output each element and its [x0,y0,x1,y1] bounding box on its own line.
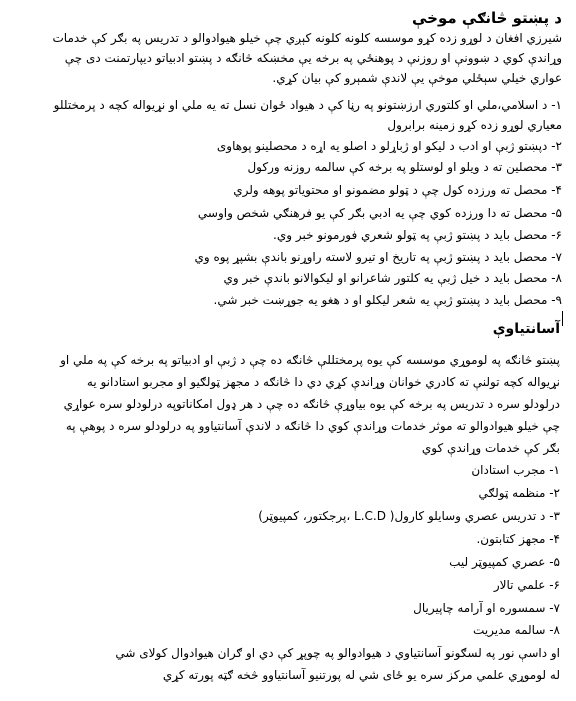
facility-item: ۴- مجهز کتابتون. [476,532,560,546]
facilities-intro-line: پښتو څانګه په لوموړي موسسه کې یوه پرمختللې څانګه ده چې د ژبې او ادبیاتو په برخه کې په ملي او [60,353,560,367]
page-title: د پښتو څانګې موخې [412,9,562,27]
goal-item: ۲- دپښتو ژبې او ادب د لیکو او ژباړلو د اصلو یه اړه د محصلینو پوهاوی [216,139,562,153]
facilities-intro-line: چې خیلو هیوادوالو ته موثر خدمات وړاندې کوي دا څانګه د لاندې آسانتیاوو په درلودلو سره د پوهې په [65,419,560,433]
facilities-intro-line: درلودلو سره د تدریس په برخه کې یوه بیاوړې څانګه ده چې د هر ډول امکاناتوپه درلودلو سره عواړي [63,397,560,411]
goal-item: ۷- محصل باید د پښتو ژبې په تاریخ او تیرو لاسته راوړنو باندې بشپړ پوه وي [194,250,562,264]
goal-item: ۳- محصلین ته د ویلو او لوستلو په برخه کې سالمه روزنه ورکول [247,160,562,174]
closing-line: له لوموړي علمي مرکز سره یو ځای شي له پورتنیو آسانتیاوو څخه ګټه پورته کړي [162,668,560,682]
goal-item: ۹- محصل باید د پښتو ژبې یه شعر لیکلو او د هغو یه جوړښت خبر شي. [213,293,562,307]
intro-line: عواري خیلي سېځلي موخې یې لاندې شمېرو کې بیان کړي. [272,71,562,85]
closing-line: او داسې نور په لسګونو آسانتیاوي د هیوادوالو په چوپړ کې دي او ګران هیوادوال کولای شي [115,646,560,660]
goal-item: ۴- محصل ته ورزده کول چې د ټولو مضمونو او محتویاتو پوهه ولري [233,183,562,197]
facilities-heading: آسانتیاوې [492,321,560,337]
goal-item: ۵- محصل ته دا ورزده کوي چې یه ادبي بګر کې یو فرهنګي شخص واوسي [197,206,562,220]
goal-item-continuation: معیاري لوړو زده کړو زمینه برابرول [387,118,562,132]
goal-item: ۶- محصل باید د پښتو ژبې په ټولو شعري فورمونو خبر وي. [273,228,562,242]
goal-item: ۸- محصل باید د خیل ژبې یه کلتور شاعرانو او لیکوالانو باندې خبر وي [223,271,562,285]
intro-line: وړاندې کوي د ښوونې او روزنې د پوهنځي په برخه یې مخښکه څانګه د پښتو ادبیاتو دیپارتمنت دی چې [64,51,562,65]
facility-item: ۷- سمسوره او آرامه چاپیریال [413,601,560,615]
facility-item: ۶- علمي تالار [493,578,560,592]
facilities-intro-line: بګر کې خدمات وړاندې کوي [421,441,560,455]
facility-item: ۸- سالمه مدیریت [473,623,560,637]
facilities-intro-line: نړیواله کچه تولنې ته کادري خوانان وړاندې کړي دي دا څانګه د مجهز ټولګیو او مجربو استادانو یه [86,375,560,389]
facility-item: ۱- مجرب استادان [471,463,560,477]
facility-item: ۳- د تدریس عصري وسایلو کارول( L.C.D ،پرجکتور، کمپیوټر) [258,509,560,523]
intro-line: شیرزي افغان د لوړو زده کړو موسسه کلونه کلونه کېږي چې خیلو هیوادوالو د تدریس په بګر کې خدمات [52,31,562,45]
goal-item: ۱- د اسلامي،ملي او کلتوري ارزښتونو په رڼا کې د هیواد ځوان نسل ته یه ملي او نړیواله کچه د پرمختللو [53,98,562,112]
text-cursor [562,311,563,326]
facility-item: ۲- منظمه ټولګي [478,486,560,500]
facility-item: ۵- عصري کمپیوټر لیب [449,555,560,569]
